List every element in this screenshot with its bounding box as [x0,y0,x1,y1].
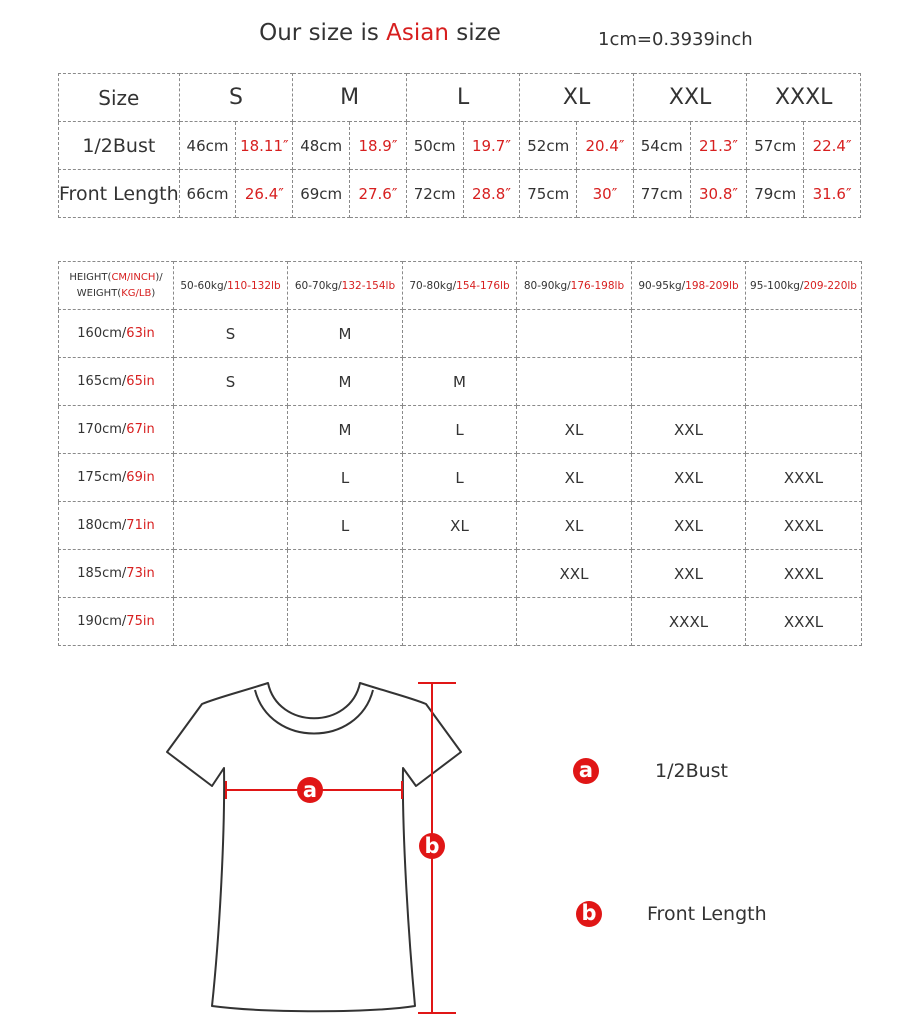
size-chart-table [58,73,861,218]
fit-row [59,310,862,358]
fit-row [59,550,862,598]
fit-size-cell [403,550,517,598]
size-label: Size [59,74,180,122]
fit-size-cell [517,358,632,406]
fit-size-cell: S [174,310,288,358]
height-label: 165cm/65in [59,358,174,406]
fit-size-cell: XL [517,502,632,550]
fit-size-cell: XXL [632,550,746,598]
fit-size-cell [288,598,403,646]
marker-b-letter: b [424,834,440,858]
inch-value: 20.4″ [577,122,634,170]
fit-row [59,358,862,406]
title-suffix: size [448,20,501,46]
fit-size-cell: XXL [517,550,632,598]
title-highlight: Asian [386,20,449,46]
unit-conversion: 1cm=0.3939inch [598,29,753,50]
inch-value: 30″ [577,170,634,218]
legend-b-badge: b [576,901,602,927]
weight-col-header: 80-90kg/176-198lb [517,262,632,310]
fit-size-cell: XL [517,454,632,502]
inch-value: 28.8″ [463,170,520,218]
height-label: 175cm/69in [59,454,174,502]
fit-size-cell [174,406,288,454]
fit-size-cell: XXXL [746,454,862,502]
fit-size-cell [174,598,288,646]
fit-header-row [59,262,862,310]
height-weight-header: HEIGHT(CM/INCH)/ WEIGHT(KG/LB) [59,262,174,310]
tshirt-outline [167,683,461,1011]
height-label: 160cm/63in [59,310,174,358]
fit-size-cell [174,550,288,598]
fit-size-cell [517,310,632,358]
height-label: 170cm/67in [59,406,174,454]
weight-col-header: 70-80kg/154-176lb [403,262,517,310]
fit-row [59,598,862,646]
fit-row [59,406,862,454]
fit-size-cell: S [174,358,288,406]
fit-size-cell: XXXL [632,598,746,646]
marker-a-letter: a [302,778,318,802]
fit-size-cell [288,550,403,598]
fit-size-cell: L [403,406,517,454]
cm-value: 72cm [406,170,463,218]
size-col-header: L [406,74,520,122]
weight-col-header: 90-95kg/198-209lb [632,262,746,310]
fit-size-cell: XXXL [746,550,862,598]
cm-value: 46cm [179,122,236,170]
fit-size-cell [403,598,517,646]
height-label: 180cm/71in [59,502,174,550]
height-label: 190cm/75in [59,598,174,646]
fit-size-cell [746,358,862,406]
fit-size-cell [746,310,862,358]
fit-size-cell: XXXL [746,502,862,550]
size-header-row [59,74,861,122]
front-length-row [59,170,861,218]
inch-value: 18.9″ [350,122,407,170]
row-label: 1/2Bust [59,122,180,170]
title-prefix: Our size is [259,20,387,46]
fit-size-cell: XXL [632,502,746,550]
fit-size-cell: M [403,358,517,406]
fit-size-cell: XL [517,406,632,454]
inch-value: 30.8″ [690,170,747,218]
cm-value: 52cm [520,122,577,170]
cm-value: 54cm [633,122,690,170]
row-label: Front Length [59,170,180,218]
fit-size-cell [632,310,746,358]
fit-size-cell: XXXL [746,598,862,646]
cm-value: 77cm [633,170,690,218]
fit-size-cell: XXL [632,454,746,502]
fit-row [59,502,862,550]
fit-size-cell: L [288,502,403,550]
cm-value: 69cm [293,170,350,218]
fit-size-cell [174,454,288,502]
fit-size-cell: M [288,358,403,406]
cm-value: 79cm [747,170,804,218]
size-col-header: XXL [633,74,747,122]
cm-value: 57cm [747,122,804,170]
fit-size-cell: M [288,406,403,454]
fit-size-cell: M [288,310,403,358]
bust-row [59,122,861,170]
fit-size-cell [517,598,632,646]
cm-value: 48cm [293,122,350,170]
legend-a-label: 1/2Bust [655,760,729,782]
legend-a-badge: a [573,758,599,784]
inch-value: 21.3″ [690,122,747,170]
fit-size-cell [174,502,288,550]
tshirt-diagram [150,670,480,1020]
fit-size-cell: XL [403,502,517,550]
size-col-header: XL [520,74,634,122]
height-label: 185cm/73in [59,550,174,598]
fit-size-cell: L [403,454,517,502]
inch-value: 22.4″ [804,122,861,170]
inch-value: 26.4″ [236,170,293,218]
size-col-header: S [179,74,293,122]
inch-value: 31.6″ [804,170,861,218]
inch-value: 27.6″ [350,170,407,218]
cm-value: 50cm [406,122,463,170]
inch-value: 19.7″ [463,122,520,170]
fit-size-cell: L [288,454,403,502]
fit-row [59,454,862,502]
weight-col-header: 95-100kg/209-220lb [746,262,862,310]
size-col-header: XXXL [747,74,861,122]
fit-size-cell [403,310,517,358]
fit-size-cell [746,406,862,454]
size-col-header: M [293,74,407,122]
fit-size-cell [632,358,746,406]
cm-value: 66cm [179,170,236,218]
inch-value: 18.11″ [236,122,293,170]
fit-size-cell: XXL [632,406,746,454]
legend-b-label: Front Length [647,903,767,925]
height-weight-fit-table [58,261,862,646]
weight-col-header: 50-60kg/110-132lb [174,262,288,310]
cm-value: 75cm [520,170,577,218]
weight-col-header: 60-70kg/132-154lb [288,262,403,310]
